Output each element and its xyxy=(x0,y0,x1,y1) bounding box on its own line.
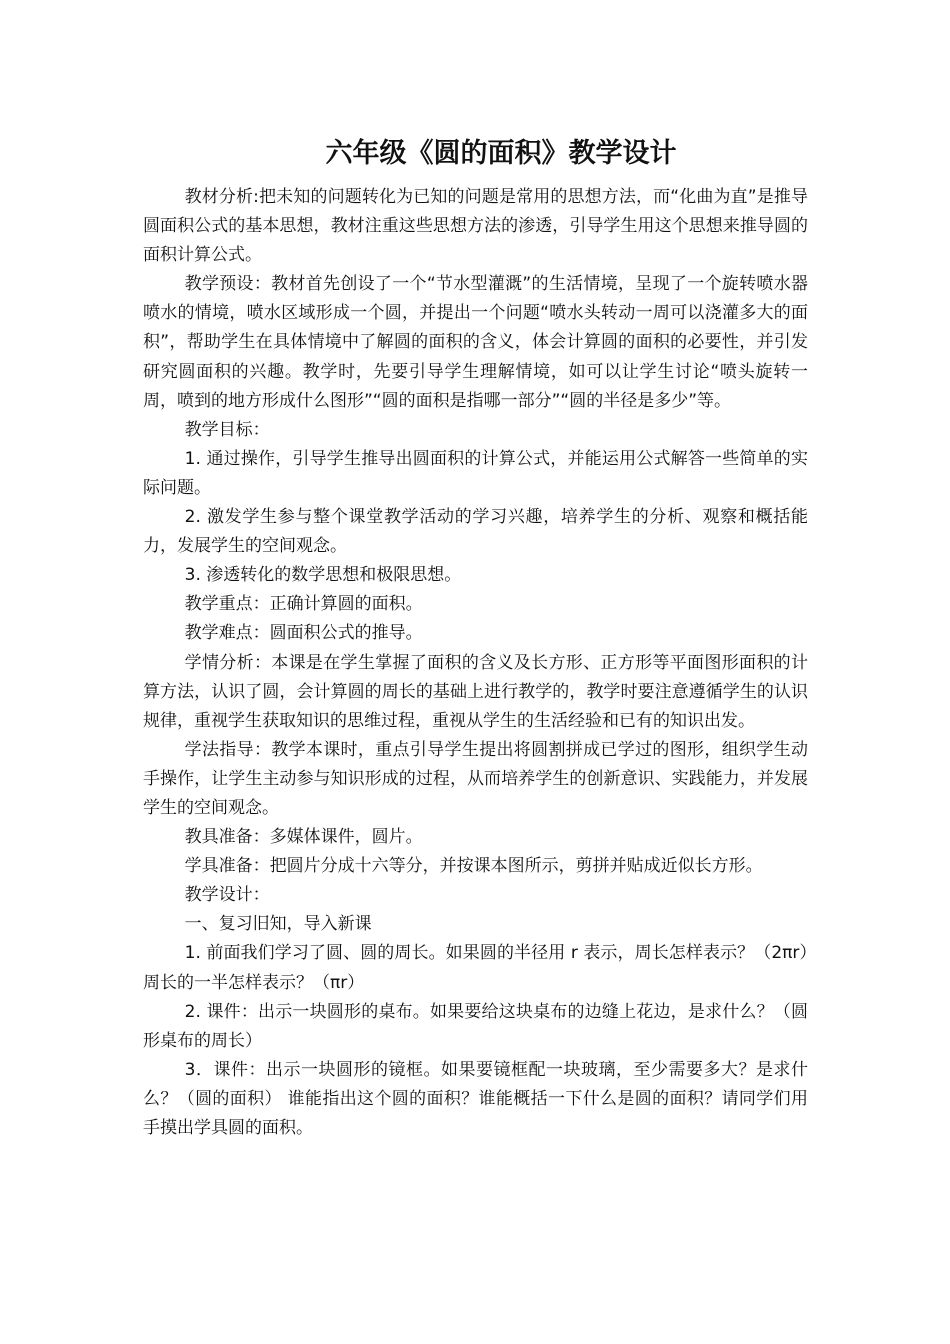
paragraph-section-1-heading: 一、复习旧知，导入新课 xyxy=(184,914,372,935)
paragraph-design-heading: 教学设计： xyxy=(184,885,270,906)
paragraph-learner-analysis: 学情分析：本课是在学生掌握了面积的含义及长方形、正方形等平面图形面积的计算方法，认识了圆，会计算圆的周长的基础上进行教学的，教学时要注意遵循学生的认识规律，重视学生获取知识的思维过程，重视从学生的生活经验和已有的知识出发。 xyxy=(143,652,808,731)
paragraph-teaching-aids: 教具准备：多媒体课件，圆片。 xyxy=(184,827,423,848)
paragraph-material-analysis: 教材分析:把未知的问题转化为已知的问题是常用的思想方法，而“化曲为直”是推导圆面积公式的基本思想，教材注重这些思想方法的渗透，引导学生用这个思想来推导圆的面积计算公式。 xyxy=(143,187,808,266)
paragraph-step-3: 3．课件：出示一块圆形的镜框。如果要镜框配一块玻璃，至少需要多大？是求什么？（圆的面积） 谁能指出这个圆的面积？谁能概括一下什么是圆的面积？请同学们用手摸出学具圆的面积。 xyxy=(143,1059,808,1138)
paragraph-learning-aids: 学具准备：把圆片分成十六等分，并按课本图所示，剪拼并贴成近似长方形。 xyxy=(184,856,763,877)
paragraph-goals-heading: 教学目标： xyxy=(184,419,270,440)
paragraph-key-point: 教学重点：正确计算圆的面积。 xyxy=(184,594,423,615)
paragraph-goal-2: 2. 激发学生参与整个课堂教学活动的学习兴趣，培养学生的分析、观察和概括能力，发展学生的空间观念。 xyxy=(143,507,808,557)
paragraph-difficulty: 教学难点：圆面积公式的推导。 xyxy=(184,623,423,644)
paragraph-goal-1: 1. 通过操作，引导学生推导出圆面积的计算公式，并能运用公式解答一些简单的实际问题。 xyxy=(143,448,808,498)
document-title: 六年级《圆的面积》教学设计 xyxy=(325,138,677,169)
paragraph-step-2: 2. 课件：出示一块圆形的桌布。如果要给这块桌布的边缝上花边，是求什么？（圆形桌布的周长） xyxy=(143,1001,808,1051)
paragraph-study-guidance: 学法指导：教学本课时，重点引导学生提出将圆割拼成已学过的图形，组织学生动手操作，让学生主动参与知识形成的过程，从而培养学生的创新意识、实践能力，并发展学生的空间观念。 xyxy=(143,739,808,818)
paragraph-goal-3: 3. 渗透转化的数学思想和极限思想。 xyxy=(184,565,462,586)
paragraph-teaching-preset: 教学预设：教材首先创设了一个“节水型灌溉”的生活情境，呈现了一个旋转喷水器喷水的情境，喷水区域形成一个圆，并提出一个问题“喷水头转动一周可以浇灌多大的面积”，帮助学生在具体情境中了解圆的面积的含义，体会计算圆的面积的必要性，并引发研究圆面积的兴趣。教学时，先要引导学生理解情境，如可以让学生讨论“喷头旋转一周，喷到的地方形成什么图形”“圆的面积是指哪一部分”“圆的半径是多少”等。 xyxy=(143,274,808,411)
document-body xyxy=(143,183,808,1143)
paragraph-step-1: 1. 前面我们学习了圆、圆的周长。如果圆的半径用 r 表示，周长怎样表示？（2πr）周长的一半怎样表示？（πr） xyxy=(143,943,808,993)
